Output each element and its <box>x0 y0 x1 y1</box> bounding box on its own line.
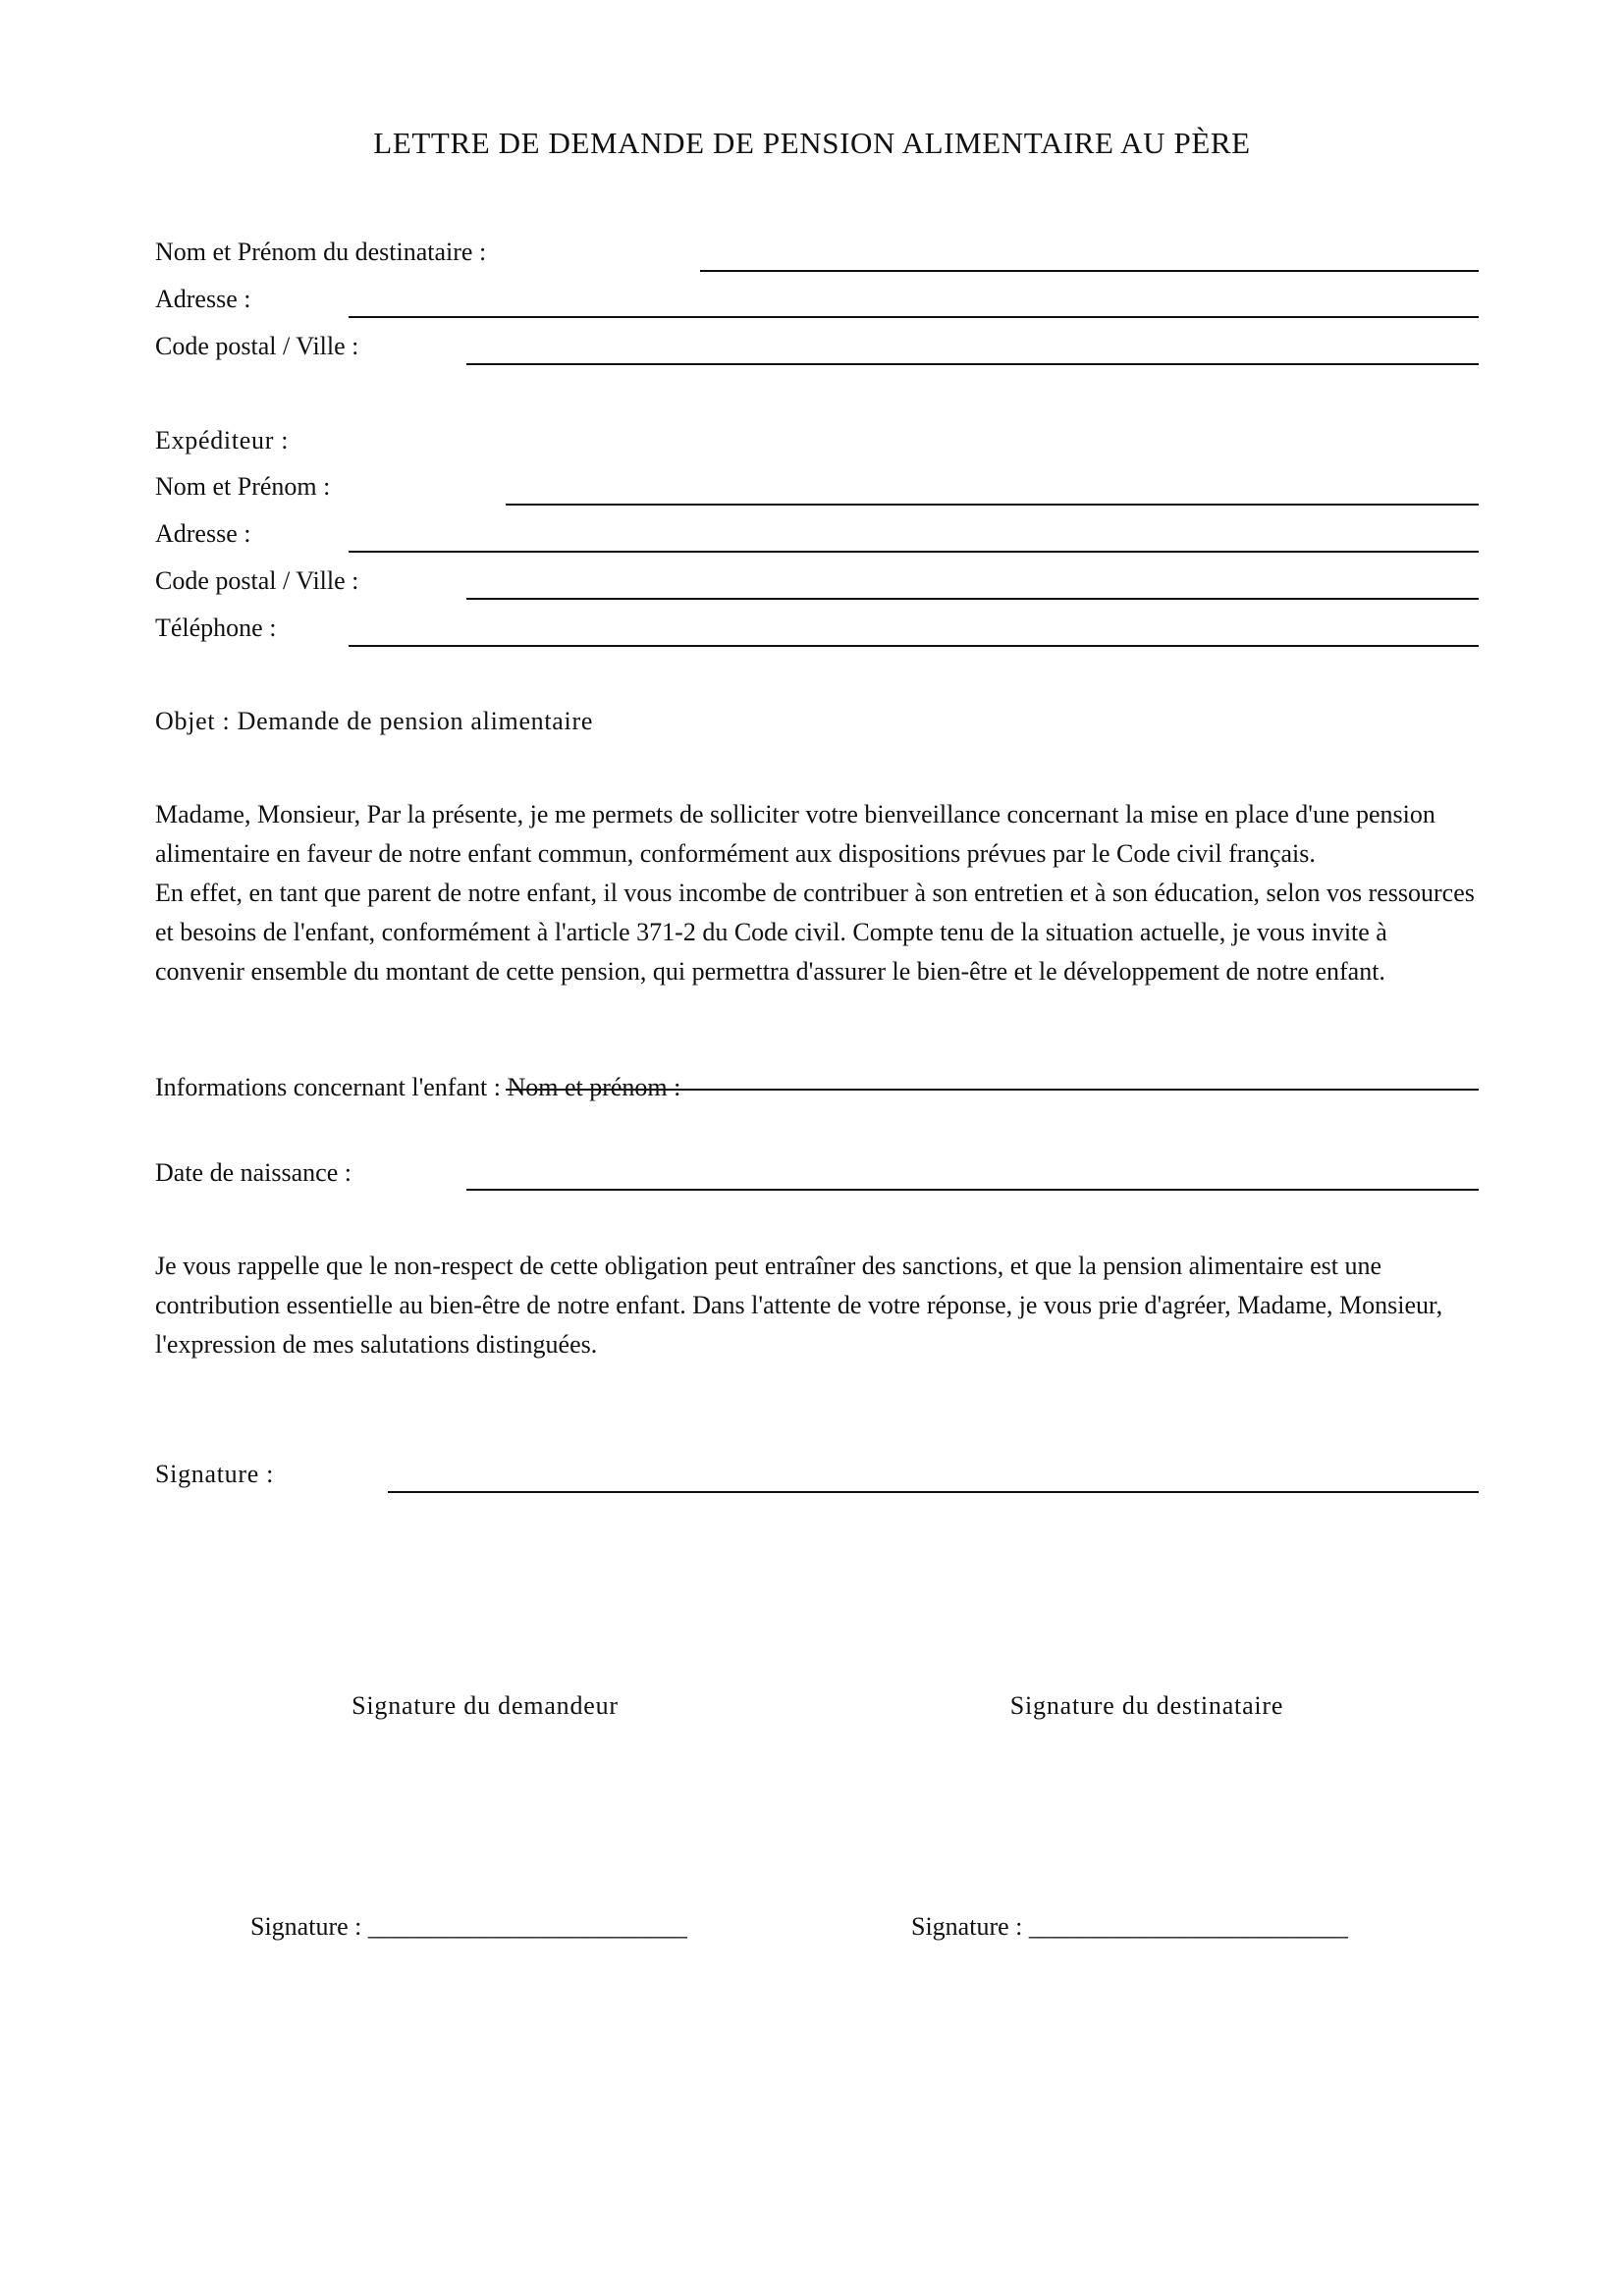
recipient-address-label: Adresse : <box>155 285 251 313</box>
body-paragraph-1: Madame, Monsieur, Par la présente, je me permets de solliciter votre bienveillance concernant la mise en place d'une pension alimentaire en faveur de notre enfant commun, conformément aux dispositions prévues par le Code civil français. <box>155 800 1435 868</box>
recipient-signature-heading: Signature du destinataire <box>1009 1691 1284 1720</box>
sender-address-label: Adresse : <box>155 519 251 548</box>
recipient-name-label: Nom et Prénom du destinataire : <box>155 238 487 266</box>
recipient-postal-label: Code postal / Ville : <box>155 332 359 360</box>
signature-label: Signature : <box>155 1460 275 1488</box>
child-birth-field[interactable] <box>466 1189 1479 1191</box>
child-name-field[interactable] <box>506 1089 1479 1091</box>
sender-postal-label: Code postal / Ville : <box>155 566 359 595</box>
page-title: LETTRE DE DEMANDE DE PENSION ALIMENTAIRE AU PÈRE <box>373 126 1251 160</box>
sender-heading: Expéditeur : <box>155 426 290 454</box>
recipient-postal-field[interactable] <box>466 363 1479 365</box>
signature-field[interactable] <box>388 1491 1479 1493</box>
closing-paragraph: Je vous rappelle que le non-respect de cette obligation peut entraîner des sanctions, et que la pension alimentaire est une contribution essentielle au bien-être de notre enfant. Dans l'attente de votre réponse, je vous prie d'agréer, Madame, Monsieur, l'expression de mes salutations distinguées. <box>155 1252 1443 1359</box>
letter-body <box>155 795 1481 991</box>
subject-line: Objet : Demande de pension alimentaire <box>155 707 594 735</box>
child-info-label: Informations concernant l'enfant : Nom et prénom : <box>155 1073 681 1101</box>
requester-signature-heading: Signature du demandeur <box>352 1691 619 1720</box>
sender-phone-label: Téléphone : <box>155 614 277 642</box>
sender-address-field[interactable] <box>349 551 1479 553</box>
recipient-name-field[interactable] <box>700 270 1479 272</box>
sender-phone-field[interactable] <box>349 645 1479 647</box>
child-birth-label: Date de naissance : <box>155 1158 352 1187</box>
recipient-signature-line[interactable]: Signature : _________________________ <box>911 1912 1348 1941</box>
body-paragraph-2: En effet, en tant que parent de notre enfant, il vous incombe de contribuer à son entretien et à son éducation, selon vos ressources et besoins de l'enfant, conformément à l'article 371-2 du Code civil. Compte tenu de la situation actuelle, je vous invite à convenir ensemble du montant de cette pension, qui permettra d'assurer le bien-être et le développement de notre enfant. <box>155 879 1475 986</box>
requester-signature-line[interactable]: Signature : _________________________ <box>250 1912 687 1941</box>
sender-name-label: Nom et Prénom : <box>155 472 331 501</box>
recipient-address-field[interactable] <box>349 316 1479 318</box>
sender-postal-field[interactable] <box>466 598 1479 600</box>
sender-name-field[interactable] <box>506 504 1479 506</box>
